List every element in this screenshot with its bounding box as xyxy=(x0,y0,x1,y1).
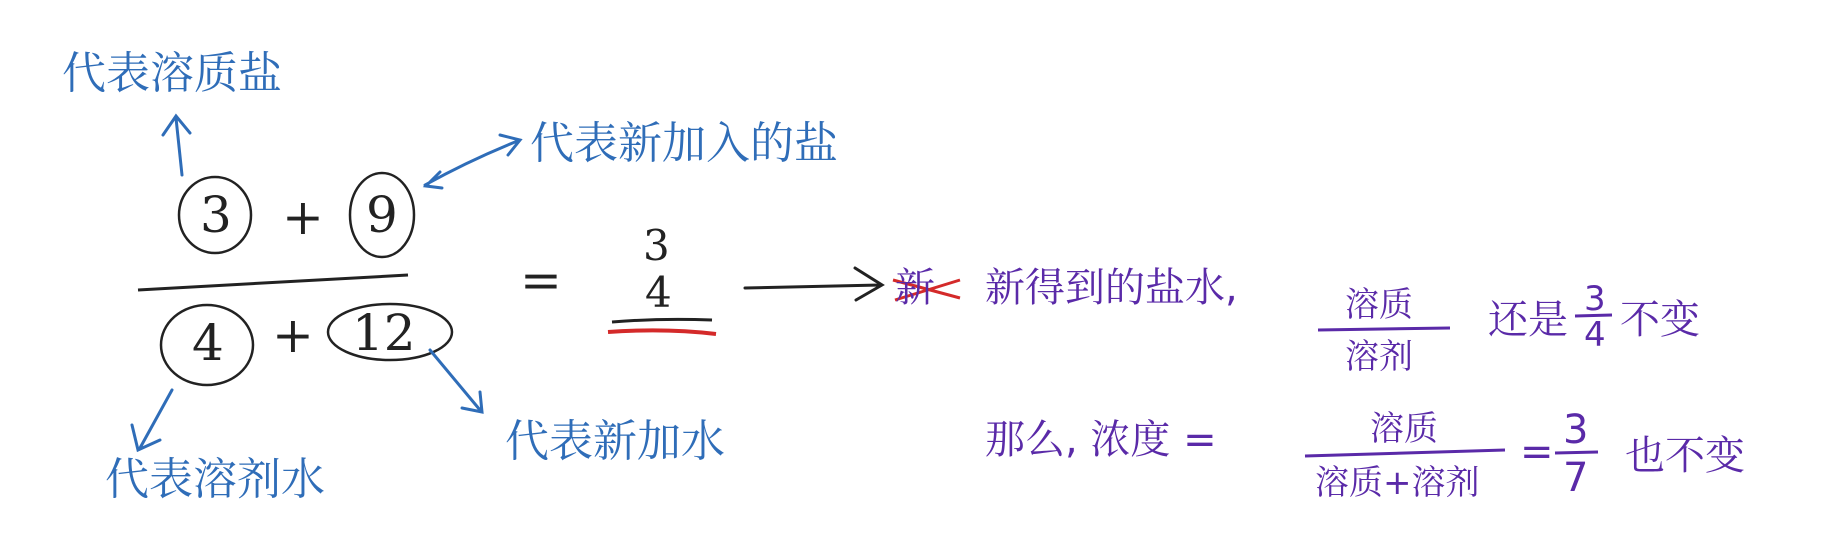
red-underline xyxy=(608,330,716,334)
numerator-a: 3 xyxy=(200,186,232,244)
numerator-b: 9 xyxy=(366,186,398,244)
arrow-up-icon xyxy=(163,116,190,175)
result-numerator: 3 xyxy=(643,221,670,270)
arrow-new-water-icon xyxy=(430,350,482,412)
line1-tail: 还是 xyxy=(1488,297,1568,343)
line2-equals: = xyxy=(1520,429,1554,475)
equals-sign: = xyxy=(520,251,562,309)
result-bar xyxy=(612,319,712,322)
main-fraction-bar xyxy=(138,275,408,290)
line2-end: 也不变 xyxy=(1625,433,1745,479)
arrow-solvent-icon xyxy=(132,390,172,450)
line1-end: 不变 xyxy=(1620,297,1700,343)
line1-val-den: 4 xyxy=(1584,315,1606,355)
arrow-new-salt-icon xyxy=(425,135,520,188)
line1-frac-num: 溶质 xyxy=(1345,285,1413,325)
label-solvent-water: 代表溶剂水 xyxy=(105,454,325,505)
conc-numerator: 溶质 xyxy=(1370,409,1438,449)
label-new-salt: 代表新加入的盐 xyxy=(530,118,838,169)
conc-denominator: 溶质+溶剂 xyxy=(1315,463,1480,503)
line1-text: 新得到的盐水, xyxy=(985,265,1238,311)
numerator-plus: + xyxy=(282,188,324,246)
line2-lead: 那么, 浓度 = xyxy=(985,417,1217,463)
label-new-water: 代表新加水 xyxy=(505,416,725,467)
line2-val-den: 7 xyxy=(1563,455,1589,501)
crossed-text: 新 xyxy=(895,265,935,311)
purple-bar-1 xyxy=(1318,328,1450,330)
label-solute-salt: 代表溶质盐 xyxy=(62,48,282,99)
denominator-plus: + xyxy=(272,306,314,364)
result-denominator: 4 xyxy=(645,268,672,317)
denominator-b: 12 xyxy=(352,304,416,362)
denominator-a: 4 xyxy=(192,314,224,372)
long-arrow-icon xyxy=(745,268,882,300)
line2-val-num: 3 xyxy=(1563,407,1589,453)
line1-frac-den: 溶剂 xyxy=(1345,337,1413,377)
purple-bar-3 xyxy=(1305,450,1505,456)
line1-val-num: 3 xyxy=(1584,279,1606,319)
